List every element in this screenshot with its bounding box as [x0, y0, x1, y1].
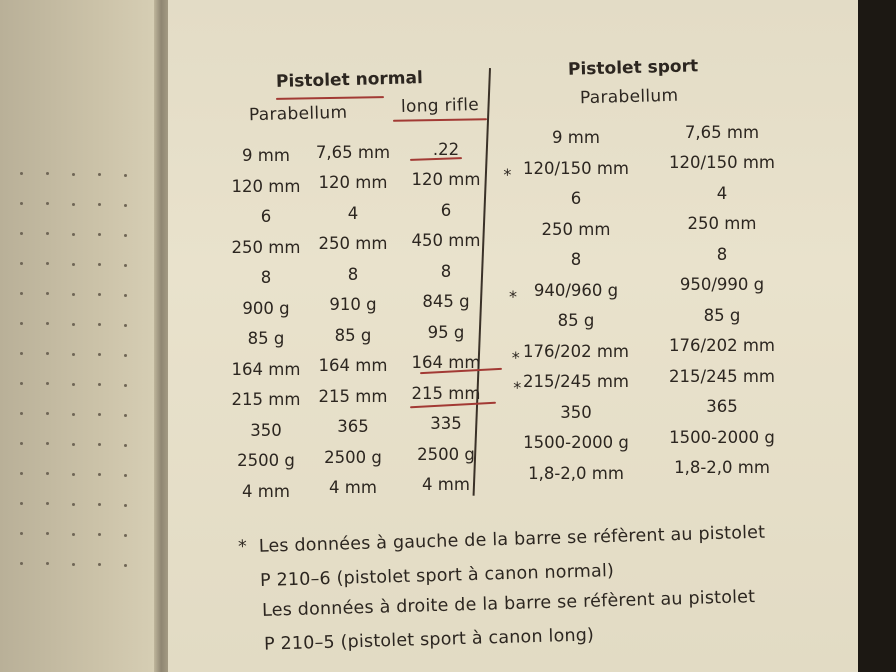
normal-cell-r11-c3: 2500 g	[417, 444, 475, 464]
sport-cell-r9-c1: 215/245 mm	[523, 372, 629, 391]
grid-dot	[46, 202, 49, 205]
grid-dot	[20, 472, 23, 475]
grid-dot	[72, 263, 75, 266]
sport-cell-r2-c2: 120/150 mm	[669, 153, 775, 173]
grid-dot	[72, 563, 75, 566]
grid-dot	[98, 293, 101, 296]
normal-cell-r11-c2: 2500 g	[324, 447, 382, 467]
grid-dot	[98, 233, 101, 236]
page-edge-shadow	[858, 0, 896, 672]
normal-cell-r2-c2: 120 mm	[318, 173, 388, 193]
normal-cell-r7-c3: 95 g	[427, 322, 465, 342]
grid-dot	[124, 414, 127, 417]
row-asterisk-r9: *	[513, 378, 522, 397]
grid-dot	[20, 292, 23, 295]
sport-cell-r4-c2: 250 mm	[687, 214, 757, 234]
normal-cell-r1-c1: 9 mm	[242, 146, 290, 165]
grid-dot	[98, 563, 101, 566]
sport-cell-r3-c1: 6	[570, 189, 582, 208]
grid-dot	[46, 442, 49, 445]
grid-dot	[20, 322, 23, 325]
sport-cell-r8-c1: 176/202 mm	[523, 341, 629, 361]
sport-cell-r3-c2: 4	[716, 183, 728, 203]
normal-cell-r7-c1: 85 g	[247, 329, 285, 348]
heading-pistolet-sport: Pistolet sport	[567, 56, 699, 80]
grid-dot	[72, 413, 75, 416]
grid-dot	[20, 172, 23, 175]
grid-dot	[46, 262, 49, 265]
grid-dot	[72, 473, 75, 476]
sport-cell-r12-c2: 1,8-2,0 mm	[674, 458, 770, 478]
grid-dot	[20, 202, 23, 205]
sport-cell-r11-c2: 1500-2000 g	[669, 427, 775, 447]
normal-cell-r10-c1: 350	[250, 420, 282, 440]
sport-cell-r10-c2: 365	[706, 397, 738, 417]
grid-dot	[20, 502, 23, 505]
normal-cell-r5-c3: 8	[440, 261, 452, 281]
grid-dot	[46, 502, 49, 505]
grid-dot	[46, 232, 49, 235]
grid-dot	[124, 174, 127, 177]
grid-dot	[46, 412, 49, 415]
normal-cell-r11-c1: 2500 g	[237, 451, 295, 470]
heading-pistolet-normal: Pistolet normal	[275, 68, 424, 92]
sport-cell-r1-c1: 9 mm	[552, 128, 600, 147]
subheading-parabellum-sport: Parabellum	[579, 85, 679, 109]
grid-dot	[124, 384, 127, 387]
grid-dot	[72, 233, 75, 236]
grid-dot	[98, 263, 101, 266]
grid-dot	[20, 382, 23, 385]
grid-dot	[124, 354, 127, 357]
normal-cell-r4-c3: 450 mm	[411, 231, 481, 251]
subheading-long-rifle: long rifle	[400, 94, 480, 118]
grid-dot	[46, 472, 49, 475]
grid-dot	[98, 203, 101, 206]
normal-cell-r2-c1: 120 mm	[231, 176, 301, 196]
grid-dot	[72, 383, 75, 386]
sport-cell-r9-c2: 215/245 mm	[669, 366, 775, 386]
sport-cell-r7-c1: 85 g	[557, 311, 595, 330]
grid-dot	[98, 473, 101, 476]
subheading-parabellum-normal: Parabellum	[248, 102, 348, 126]
normal-cell-r4-c2: 250 mm	[318, 234, 388, 254]
normal-cell-r1-c3: .22	[432, 139, 460, 159]
sport-cell-r11-c1: 1500-2000 g	[523, 433, 629, 452]
normal-cell-r8-c1: 164 mm	[231, 359, 301, 379]
grid-dot	[46, 322, 49, 325]
normal-cell-r9-c1: 215 mm	[231, 390, 301, 409]
grid-dot	[124, 264, 127, 267]
grid-dot	[124, 234, 127, 237]
normal-cell-r3-c2: 4	[347, 203, 359, 223]
footnote-line-2: P 210–6 (pistolet sport à canon normal)	[259, 561, 615, 591]
grid-dot	[124, 324, 127, 327]
footnote-text-1: Les données à gauche de la barre se réfèrent au pistolet	[258, 522, 766, 557]
normal-cell-r12-c1: 4 mm	[242, 481, 290, 501]
grid-dot	[46, 292, 49, 295]
left-page	[0, 0, 160, 672]
normal-cell-r6-c2: 910 g	[329, 295, 377, 315]
grid-dot	[72, 353, 75, 356]
grid-dot	[98, 533, 101, 536]
grid-dot	[20, 412, 23, 415]
sport-cell-r8-c2: 176/202 mm	[669, 336, 775, 356]
normal-cell-r12-c3: 4 mm	[422, 475, 470, 495]
normal-cell-r12-c2: 4 mm	[329, 478, 377, 498]
normal-cell-r10-c2: 365	[337, 417, 369, 437]
grid-dot	[72, 503, 75, 506]
grid-dot	[20, 352, 23, 355]
grid-dot	[72, 443, 75, 446]
grid-dot	[20, 442, 23, 445]
normal-cell-r9-c2: 215 mm	[318, 386, 388, 406]
grid-dot	[20, 562, 23, 565]
normal-cell-r5-c2: 8	[347, 264, 359, 284]
grid-dot	[20, 532, 23, 535]
grid-dot	[124, 474, 127, 477]
sport-cell-r7-c2: 85 g	[703, 305, 741, 325]
grid-dot	[72, 203, 75, 206]
sport-cell-r12-c1: 1,8-2,0 mm	[528, 463, 624, 483]
normal-cell-r8-c2: 164 mm	[318, 356, 388, 376]
grid-dot	[124, 504, 127, 507]
grid-dot	[72, 293, 75, 296]
normal-cell-r2-c3: 120 mm	[411, 170, 481, 190]
normal-cell-r10-c3: 335	[430, 414, 462, 434]
normal-cell-r6-c1: 900 g	[242, 298, 290, 318]
sport-cell-r10-c1: 350	[560, 402, 592, 422]
normal-cell-r3-c3: 6	[440, 200, 452, 220]
sport-cell-r4-c1: 250 mm	[541, 219, 611, 239]
grid-dot	[46, 532, 49, 535]
sport-cell-r5-c1: 8	[570, 250, 582, 269]
row-asterisk-r2: *	[503, 164, 512, 184]
grid-dot	[98, 503, 101, 506]
footnote-line-3: Les données à droite de la barre se réfèrent au pistolet	[261, 587, 756, 621]
sport-cell-r1-c2: 7,65 mm	[684, 122, 760, 142]
grid-dot	[124, 564, 127, 567]
sport-cell-r6-c1: 940/960 g	[533, 280, 619, 300]
footnote-line-4: P 210–5 (pistolet sport à canon long)	[263, 625, 595, 655]
normal-cell-r6-c3: 845 g	[422, 292, 470, 312]
row-asterisk-r8: *	[511, 347, 520, 367]
normal-cell-r5-c1: 8	[260, 268, 272, 287]
grid-dot	[46, 352, 49, 355]
grid-dot	[72, 173, 75, 176]
grid-dot	[20, 232, 23, 235]
grid-dot	[98, 353, 101, 356]
grid-dot	[124, 444, 127, 447]
normal-cell-r8-c3: 164 mm	[411, 353, 481, 373]
grid-dot	[124, 294, 127, 297]
normal-cell-r9-c3: 215 mm	[411, 383, 481, 403]
normal-cell-r3-c1: 6	[260, 207, 272, 226]
grid-dot	[46, 172, 49, 175]
grid-dot	[98, 173, 101, 176]
sport-cell-r5-c2: 8	[716, 244, 728, 264]
grid-dot	[72, 533, 75, 536]
grid-dot	[98, 383, 101, 386]
grid-dot	[46, 562, 49, 565]
grid-dot	[124, 204, 127, 207]
row-asterisk-r6: *	[509, 286, 517, 306]
normal-cell-r1-c2: 7,65 mm	[315, 142, 391, 162]
normal-cell-r7-c2: 85 g	[334, 325, 372, 345]
grid-dot	[98, 323, 101, 326]
normal-cell-r4-c1: 250 mm	[231, 237, 301, 257]
grid-dot	[72, 323, 75, 326]
sport-cell-r6-c2: 950/990 g	[679, 275, 765, 295]
grid-dot	[124, 534, 127, 537]
grid-dot	[98, 443, 101, 446]
grid-dot	[20, 262, 23, 265]
grid-dot	[98, 413, 101, 416]
grid-dot	[46, 382, 49, 385]
footnote-asterisk: *	[237, 537, 248, 558]
sport-cell-r2-c1: 120/150 mm	[523, 158, 629, 178]
